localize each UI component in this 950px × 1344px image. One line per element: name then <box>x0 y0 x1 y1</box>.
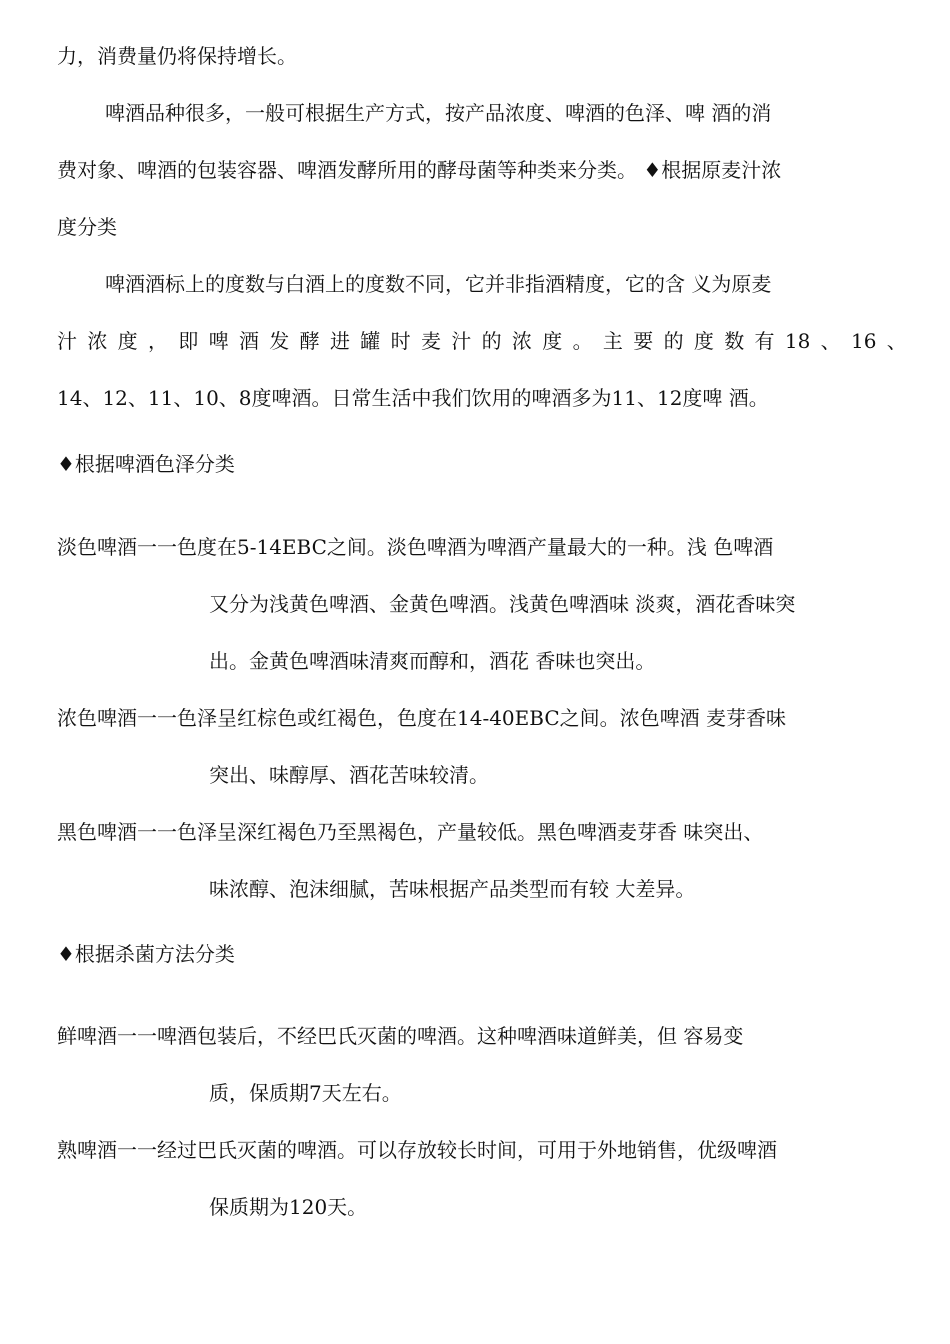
definition-continuation: 味浓醇、泡沫细腻，苦味根据产品类型而有较 大差异。 <box>209 877 696 901</box>
char: 度 <box>693 329 714 353</box>
paragraph-line: 啤酒品种很多，一般可根据生产方式，按产品浓度、啤酒的色泽、啤 酒的消 <box>105 101 772 125</box>
section-heading: 度分类 <box>57 215 117 239</box>
char: 罐 <box>360 329 381 353</box>
char: ， <box>147 329 168 353</box>
definition-line: 熟啤酒一一经过巴氏灭菌的啤酒。可以存放较长时间，可用于外地销售，优级啤酒 <box>57 1138 777 1162</box>
section-heading: ♦根据杀菌方法分类 <box>57 942 235 966</box>
definition-continuation: 质，保质期7天左右。 <box>209 1081 402 1105</box>
char: 、 <box>886 329 907 353</box>
definition-continuation: 突出、味醇厚、酒花苦味较清。 <box>209 763 489 787</box>
paragraph-line: 力，消费量仍将保持增长。 <box>57 44 297 68</box>
paragraph-line: 费对象、啤酒的包装容器、啤酒发酵所用的酵母菌等种类来分类。 ♦根据原麦汁浓 <box>57 158 782 182</box>
char: 度 <box>542 329 563 353</box>
definition-line: 淡色啤酒一一色度在5-14EBC之间。淡色啤酒为啤酒产量最大的一种。浅 色啤酒 <box>57 535 774 559</box>
definition-continuation: 出。金黄色啤酒味清爽而醇和，酒花 香味也突出。 <box>209 649 656 673</box>
char: 有 <box>754 329 775 353</box>
char: 度 <box>117 329 138 353</box>
char: 要 <box>633 329 654 353</box>
char: 发 <box>269 329 290 353</box>
char: 的 <box>481 329 502 353</box>
char: 主 <box>602 329 623 353</box>
char: 进 <box>329 329 350 353</box>
char: 啤 <box>208 329 229 353</box>
definition-continuation: 保质期为120天。 <box>209 1195 368 1219</box>
char: 即 <box>178 329 199 353</box>
definition-continuation: 又分为浅黄色啤酒、金黄色啤酒。浅黄色啤酒味 淡爽，酒花香味突 <box>209 592 796 616</box>
definition-line: 浓色啤酒一一色泽呈红棕色或红褐色，色度在14-40EBC之间。浓色啤酒 麦芽香味 <box>57 706 786 730</box>
char: 酵 <box>299 329 320 353</box>
char: 数 <box>724 329 745 353</box>
char: 酒 <box>238 329 259 353</box>
char: 16 <box>850 329 877 353</box>
char: 汁 <box>57 329 77 353</box>
char: 、 <box>820 329 841 353</box>
char: 的 <box>663 329 684 353</box>
char: 时 <box>390 329 411 353</box>
char: 18 <box>784 329 811 353</box>
definition-line: 黑色啤酒一一色泽呈深红褐色乃至黑褐色，产量较低。黑色啤酒麦芽香 味突出、 <box>57 820 764 844</box>
spaced-paragraph-line <box>57 327 907 355</box>
char: 麦 <box>420 329 441 353</box>
char: 汁 <box>451 329 472 353</box>
paragraph-line: 啤酒酒标上的度数与白酒上的度数不同，它并非指酒精度，它的含 义为原麦 <box>105 272 772 296</box>
char: 浓 <box>511 329 532 353</box>
char: 。 <box>572 329 593 353</box>
char: 浓 <box>87 329 108 353</box>
paragraph-line: 14、12、11、10、8度啤酒。日常生活中我们饮用的啤酒多为11、12度啤 酒。 <box>57 386 769 410</box>
definition-line: 鲜啤酒一一啤酒包装后，不经巴氏灭菌的啤酒。这种啤酒味道鲜美，但 容易变 <box>57 1024 744 1048</box>
section-heading: ♦根据啤酒色泽分类 <box>57 452 235 476</box>
